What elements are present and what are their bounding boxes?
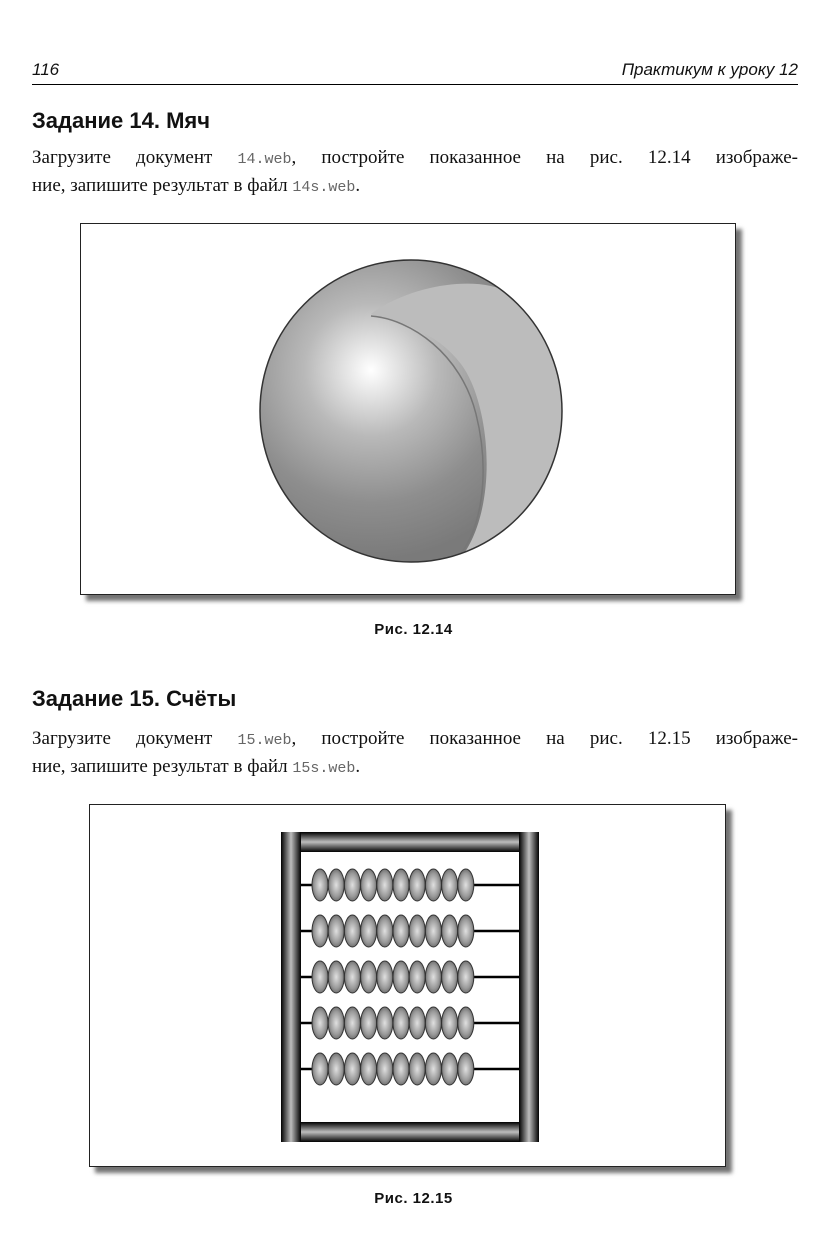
task-15-text-line-2: ние, запишите результат в файл 15s.web.: [32, 756, 361, 777]
abacus-bead: [409, 915, 425, 947]
abacus-bead: [393, 1007, 409, 1039]
abacus-bead: [393, 915, 409, 947]
abacus-bead: [442, 869, 458, 901]
abacus-bead: [361, 1007, 377, 1039]
abacus-illustration: [90, 805, 725, 1166]
abacus-bead: [409, 1007, 425, 1039]
abacus-bead: [361, 915, 377, 947]
task-15-text-line-1: Загрузите документ 15.web, постройте показанное на рис. 12.15 изображе-: [32, 728, 798, 749]
page-header: [32, 58, 798, 85]
abacus-bead: [393, 961, 409, 993]
running-title: Практикум к уроку 12: [621, 60, 798, 79]
abacus-bead: [344, 1053, 360, 1085]
abacus-bead: [377, 869, 393, 901]
abacus-bead: [361, 869, 377, 901]
abacus-bead: [328, 915, 344, 947]
task-15-title: Задание 15. Счёты: [32, 686, 237, 711]
task-14-text-line-2: ние, запишите результат в файл 14s.web.: [32, 175, 361, 196]
abacus-bead: [442, 1007, 458, 1039]
abacus-bead: [312, 961, 328, 993]
abacus-bead: [377, 961, 393, 993]
abacus-bead: [425, 1053, 441, 1085]
abacus-bead: [328, 961, 344, 993]
abacus-bead: [377, 915, 393, 947]
abacus-bead: [312, 915, 328, 947]
abacus-bead: [328, 1007, 344, 1039]
abacus-bead: [442, 915, 458, 947]
abacus-bead: [361, 1053, 377, 1085]
output-filename: 15s.web: [292, 760, 356, 777]
abacus-bead: [409, 961, 425, 993]
abacus-bead: [377, 1053, 393, 1085]
output-filename: 14s.web: [292, 179, 356, 196]
abacus-bead: [344, 1007, 360, 1039]
abacus-bead: [344, 869, 360, 901]
abacus-bead: [312, 1053, 328, 1085]
abacus-bead: [425, 915, 441, 947]
figure-12-15: [89, 804, 726, 1167]
abacus-bead: [328, 869, 344, 901]
abacus-bead: [458, 1007, 474, 1039]
abacus-bead: [393, 869, 409, 901]
abacus-bead: [442, 961, 458, 993]
task-14-title: Задание 14. Мяч: [32, 108, 211, 133]
caption-12-15: Рис. 12.15: [374, 1190, 453, 1207]
abacus-bead: [442, 1053, 458, 1085]
abacus-bead: [458, 869, 474, 901]
abacus-bead: [393, 1053, 409, 1085]
abacus-bead: [312, 869, 328, 901]
abacus-bead: [344, 961, 360, 993]
abacus-bead: [361, 961, 377, 993]
figure-12-14: [80, 223, 736, 595]
abacus-bead: [425, 961, 441, 993]
abacus-bead: [458, 961, 474, 993]
abacus-bead: [425, 869, 441, 901]
abacus-bead: [425, 1007, 441, 1039]
task-14-text: [32, 145, 798, 201]
page-number: 116: [32, 60, 60, 79]
abacus-bead: [312, 1007, 328, 1039]
input-filename: 14.web: [237, 151, 292, 168]
abacus-bead: [377, 1007, 393, 1039]
ball-illustration: [81, 224, 735, 594]
abacus-bead: [328, 1053, 344, 1085]
abacus-bead: [458, 1053, 474, 1085]
task-14-text-line-1: Загрузите документ 14.web, постройте показанное на рис. 12.14 изображе-: [32, 147, 798, 168]
caption-12-14: Рис. 12.14: [374, 621, 453, 638]
abacus-bead: [409, 869, 425, 901]
abacus-bead: [458, 915, 474, 947]
abacus-bead: [409, 1053, 425, 1085]
input-filename: 15.web: [237, 732, 292, 749]
abacus-bead: [344, 915, 360, 947]
task-15-text: [32, 726, 798, 782]
